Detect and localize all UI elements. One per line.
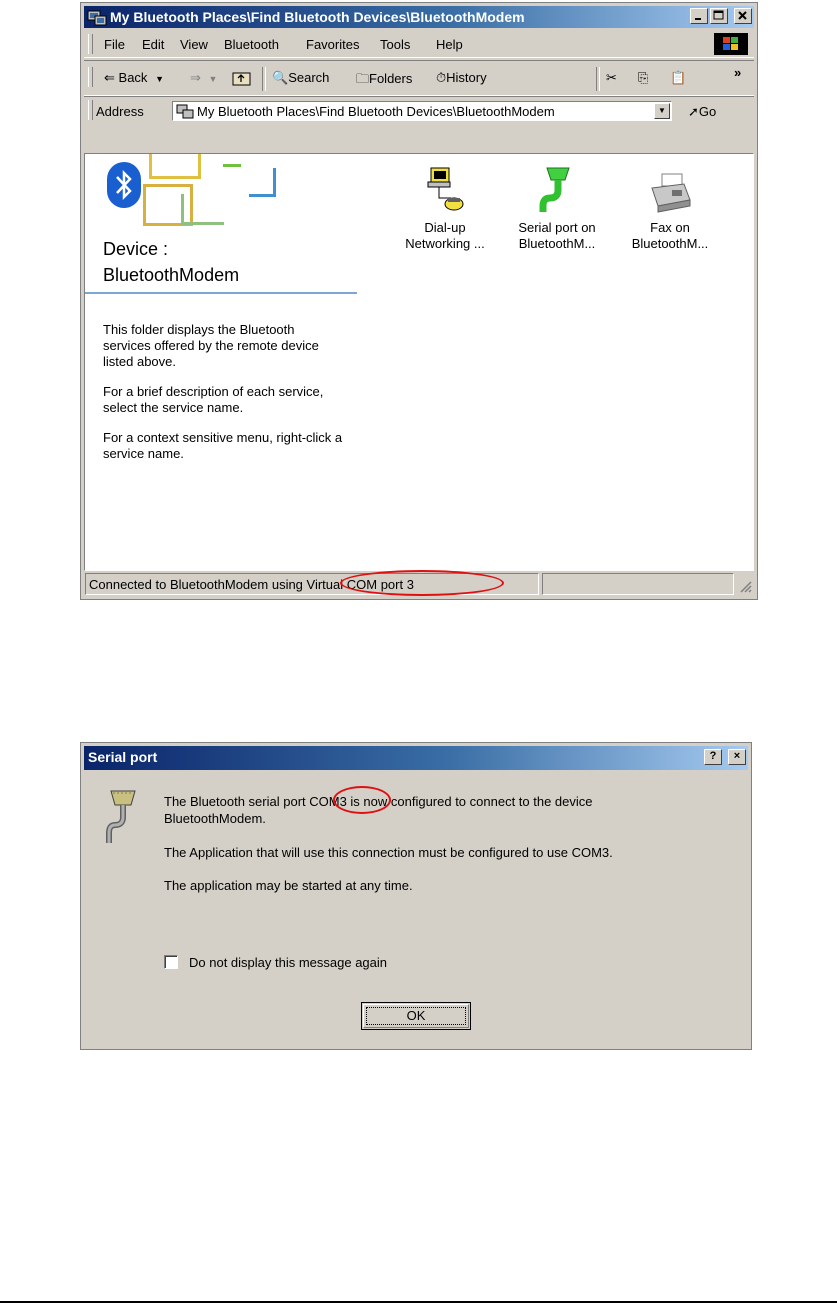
scissors-icon: ✂: [606, 70, 617, 85]
folders-button[interactable]: [356, 70, 412, 92]
description-paragraph: For a brief description of each service, select the service name.: [103, 384, 324, 415]
up-folder-icon: [232, 70, 252, 86]
highlight-ellipse-status: [340, 570, 504, 596]
copy-icon: ⎘: [638, 70, 649, 85]
toolbar-grip[interactable]: [88, 67, 93, 87]
device-title-line1: Device :: [103, 239, 169, 259]
service-label-line2: Networking ...: [405, 236, 485, 251]
dialog-close-button[interactable]: ×: [728, 749, 746, 765]
minimize-button[interactable]: [690, 8, 708, 24]
dialog-title-bar[interactable]: [84, 746, 748, 770]
fax-icon: [615, 162, 725, 214]
dialup-networking-icon: [390, 162, 500, 214]
bluetooth-logo-icon: [107, 162, 141, 208]
bluetooth-places-icon: [87, 8, 107, 29]
forward-arrow-icon: ⇒: [190, 70, 201, 85]
help-button[interactable]: ?: [704, 749, 722, 765]
back-button[interactable]: [104, 70, 164, 86]
up-folder-button[interactable]: [232, 70, 252, 89]
folders-label: Folders: [369, 71, 413, 86]
resize-grip-icon[interactable]: [738, 579, 752, 596]
status-text: Connected to BluetoothModem using Virtual COM port 3: [85, 573, 539, 595]
highlight-ellipse-com3: [333, 786, 391, 814]
serial-port-dialog: [80, 742, 752, 1050]
explorer-title: My Bluetooth Places\Find Bluetooth Devices\BluetoothModem: [110, 9, 525, 25]
paste-icon: 📋: [670, 70, 687, 85]
bluetooth-banner: [85, 154, 357, 226]
search-label: Search: [288, 70, 330, 85]
dialog-message-start: The application may be started at any time.: [164, 878, 413, 893]
forward-dropdown-icon[interactable]: ▼: [208, 74, 218, 84]
folder-description: [103, 322, 343, 476]
description-paragraph: This folder displays the Bluetooth services offered by the remote device listed above.: [103, 322, 319, 369]
menu-tools[interactable]: Tools: [380, 37, 411, 52]
dialog-message-line2: BluetoothModem.: [164, 811, 266, 826]
service-label-line1: Fax on: [650, 220, 690, 235]
dialog-title: Serial port: [88, 749, 158, 765]
address-input[interactable]: [172, 101, 672, 121]
address-value: My Bluetooth Places\Find Bluetooth Devices\BluetoothModem: [197, 104, 555, 119]
folder-content-pane[interactable]: [84, 153, 754, 571]
standard-toolbar: [84, 60, 754, 96]
page-bottom-rule: [0, 1301, 837, 1303]
back-arrow-icon: ⇐: [104, 70, 115, 85]
service-label-line1: Dial-up: [424, 220, 466, 235]
checkbox-label[interactable]: Do not display this message again: [189, 955, 388, 970]
menubar-grip[interactable]: [88, 34, 93, 54]
history-icon: ⏱: [436, 70, 447, 85]
service-label-line2: BluetoothM...: [518, 236, 596, 251]
service-dialup-networking[interactable]: [390, 162, 500, 252]
menu-bar: [84, 31, 754, 58]
go-arrow-icon: ➚: [688, 104, 699, 119]
menu-edit[interactable]: Edit: [142, 37, 165, 52]
cut-button[interactable]: [606, 70, 617, 86]
status-pane: [542, 573, 734, 595]
history-label: History: [446, 70, 487, 85]
menu-view[interactable]: View: [180, 37, 208, 52]
service-fax[interactable]: [615, 162, 725, 252]
forward-button[interactable]: [190, 70, 217, 86]
serial-port-icon: [502, 162, 612, 214]
menu-bluetooth[interactable]: Bluetooth: [224, 37, 279, 52]
go-label: Go: [698, 104, 717, 119]
dialog-message-line1: The Bluetooth serial port COM3 is now configured to connect to the device: [164, 794, 593, 809]
close-button[interactable]: [734, 8, 752, 24]
service-serial-port[interactable]: [502, 162, 612, 252]
serial-port-icon: [103, 787, 143, 848]
title-divider: [85, 292, 357, 294]
menu-file[interactable]: File: [104, 37, 125, 52]
menu-help[interactable]: Help: [436, 37, 463, 52]
back-label: Back: [118, 70, 148, 85]
dialog-message-config: The Application that will use this connection must be configured to use COM3.: [164, 845, 613, 860]
explorer-title-bar[interactable]: [84, 6, 754, 28]
windows-logo-icon: [714, 33, 748, 55]
address-bar: [84, 96, 754, 127]
address-dropdown-icon[interactable]: ▼: [654, 103, 670, 119]
service-label-line1: Serial port on: [518, 220, 596, 235]
dont-show-again-checkbox[interactable]: [164, 955, 178, 969]
search-icon: 🔍: [272, 70, 289, 85]
maximize-button[interactable]: [710, 8, 728, 24]
paste-button[interactable]: [670, 70, 686, 86]
back-dropdown-icon[interactable]: ▼: [155, 74, 164, 84]
address-label: Address: [96, 104, 144, 119]
service-label-line2: BluetoothM...: [631, 236, 709, 251]
ok-label: OK: [406, 1008, 426, 1023]
copy-button[interactable]: [638, 70, 648, 86]
explorer-window: [80, 2, 758, 600]
device-name: BluetoothModem: [103, 265, 240, 285]
toolbar-chevron[interactable]: »: [734, 65, 742, 80]
ok-button[interactable]: [361, 1002, 471, 1030]
address-grip[interactable]: [88, 100, 93, 120]
search-button[interactable]: [272, 70, 329, 86]
folders-icon: 🗀: [356, 71, 370, 86]
go-button[interactable]: [688, 104, 716, 120]
history-button[interactable]: [436, 70, 487, 86]
device-title: [103, 236, 239, 288]
bluetooth-places-icon: [176, 103, 194, 122]
description-paragraph: For a context sensitive menu, right-click a service name.: [103, 430, 343, 461]
menu-favorites[interactable]: Favorites: [306, 37, 360, 52]
